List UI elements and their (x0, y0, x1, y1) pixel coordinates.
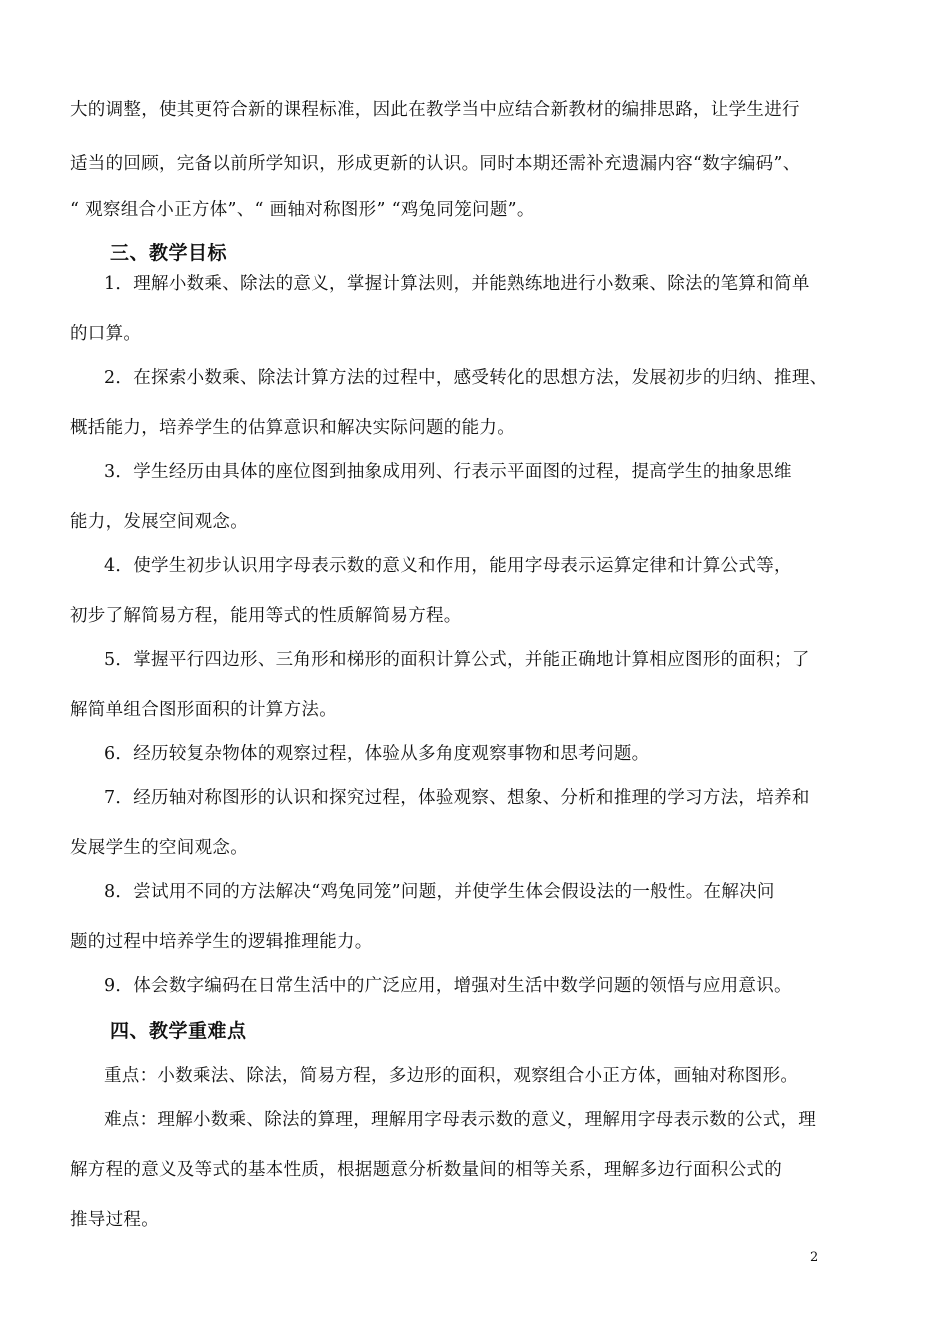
intro-line-2: 适当的回顾，完备以前所学知识，形成更新的认识。同时本期还需补充遗漏内容“数字编码”、 (70, 154, 801, 174)
objective-5-line-2: 解简单组合图形面积的计算方法。 (70, 700, 337, 720)
objective-8-line-2: 题的过程中培养学生的逻辑推理能力。 (70, 932, 373, 952)
objective-9-line-1: 9．体会数字编码在日常生活中的广泛应用，增强对生活中数学问题的领悟与应用意识。 (104, 976, 792, 996)
objective-6-line-1: 6．经历较复杂物体的观察过程，体验从多角度观察事物和思考问题。 (104, 744, 650, 764)
objective-7-line-1: 7．经历轴对称图形的认识和探究过程，体验观察、想象、分析和推理的学习方法，培养和 (104, 788, 810, 808)
page-number: 2 (810, 1250, 819, 1265)
section-heading-key-points: 四、教学重难点 (110, 1020, 247, 1042)
objective-4-line-2: 初步了解简易方程，能用等式的性质解简易方程。 (70, 606, 462, 626)
intro-line-3: “ 观察组合小正方体”、“ 画轴对称图形” “鸡兔同笼问题”。 (70, 200, 535, 220)
objective-3-line-2: 能力，发展空间观念。 (70, 512, 248, 532)
objective-8-line-1: 8．尝试用不同的方法解决“鸡兔同笼”问题，并使学生体会假设法的一般性。在解决问 (104, 882, 775, 902)
difficulties-line-1: 难点：理解小数乘、除法的算理，理解用字母表示数的意义，理解用字母表示数的公式，理 (104, 1110, 816, 1130)
objective-3-line-1: 3．学生经历由具体的座位图到抽象成用列、行表示平面图的过程，提高学生的抽象思维 (104, 462, 792, 482)
key-points-line: 重点：小数乘法、除法，简易方程，多边形的面积，观察组合小正方体，画轴对称图形。 (104, 1066, 799, 1086)
section-heading-objectives: 三、教学目标 (110, 242, 228, 264)
difficulties-line-3: 推导过程。 (70, 1210, 159, 1230)
objective-1-line-2: 的口算。 (70, 324, 142, 344)
objective-7-line-2: 发展学生的空间观念。 (70, 838, 248, 858)
objective-4-line-1: 4．使学生初步认识用字母表示数的意义和作用，能用字母表示运算定律和计算公式等， (104, 556, 792, 576)
objective-2-line-2: 概括能力，培养学生的估算意识和解决实际问题的能力。 (70, 418, 515, 438)
objective-5-line-1: 5．掌握平行四边形、三角形和梯形的面积计算公式，并能正确地计算相应图形的面积；了 (104, 650, 810, 670)
difficulties-line-2: 解方程的意义及等式的基本性质，根据题意分析数量间的相等关系，理解多边行面积公式的 (70, 1160, 782, 1180)
objective-2-line-1: 2．在探索小数乘、除法计算方法的过程中，感受转化的思想方法，发展初步的归纳、推理、 (104, 368, 828, 388)
intro-line-1: 大的调整，使其更符合新的课程标准，因此在教学当中应结合新教材的编排思路，让学生进行 (70, 100, 800, 120)
objective-1-line-1: 1．理解小数乘、除法的意义，掌握计算法则，并能熟练地进行小数乘、除法的笔算和简单 (104, 274, 810, 294)
